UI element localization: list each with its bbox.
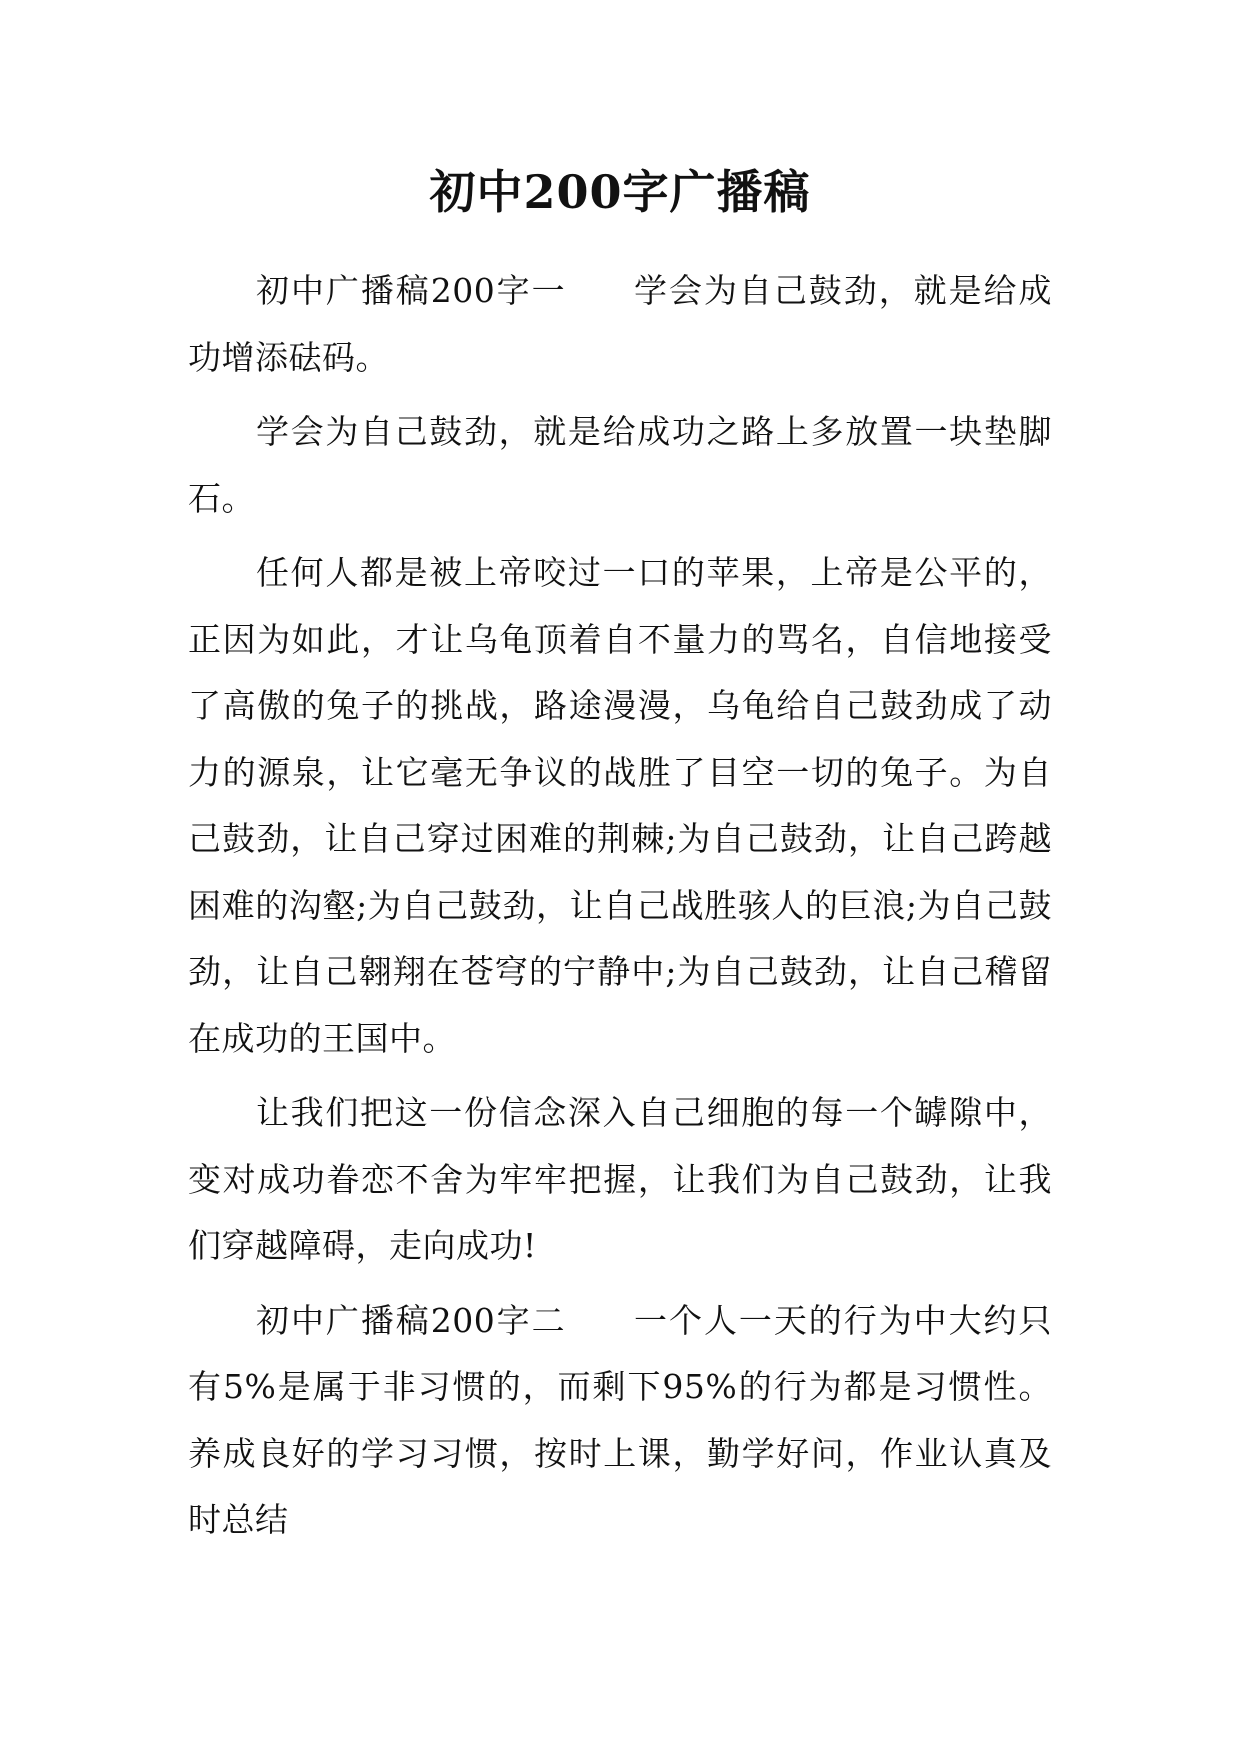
section-heading-2: 初中广播稿200字二 — [256, 1300, 567, 1340]
section-heading-1: 初中广播稿200字一 — [256, 271, 567, 310]
paragraph-1 — [188, 258, 1052, 391]
paragraph-1-text: 学会为自己鼓劲，就是给成功增添砝码。 — [188, 271, 1052, 377]
paragraph-3: 任何人都是被上帝咬过一口的苹果，上帝是公平的，正因为如此，才让乌龟顶着自不量力的骂名，自信地接受了高傲的兔子的挑战，路途漫漫，乌龟给自己鼓劲成了动力的源泉，让它毫无争议的战胜了目空一切的兔子。为自己鼓劲，让自己穿过困难的荆棘;为自己鼓劲，让自己跨越困难的沟壑;为自己鼓劲，让自己战胜骇人的巨浪;为自己鼓劲，让自己翱翔在苍穹的宁静中;为自己鼓劲，让自己稽留在成功的王国中。 — [188, 553, 1052, 1058]
document-body — [188, 258, 1052, 1562]
paragraph-2: 学会为自己鼓劲，就是给成功之路上多放置一块垫脚石。 — [188, 412, 1052, 518]
document-title: 初中200字广播稿 — [429, 165, 811, 219]
paragraph-5-text: 一个人一天的行为中大约只有5%是属于非习惯的，而剩下95%的行为都是习惯性。养成良好的学习习惯，按时上课，勤学好问，作业认真及时总结 — [188, 1300, 1052, 1539]
paragraph-4: 让我们把这一份信念深入自己细胞的每一个罅隙中，变对成功眷恋不舍为牢牢把握，让我们为自己鼓劲，让我们穿越障碍，走向成功! — [188, 1093, 1052, 1265]
paragraph-5 — [188, 1288, 1052, 1554]
